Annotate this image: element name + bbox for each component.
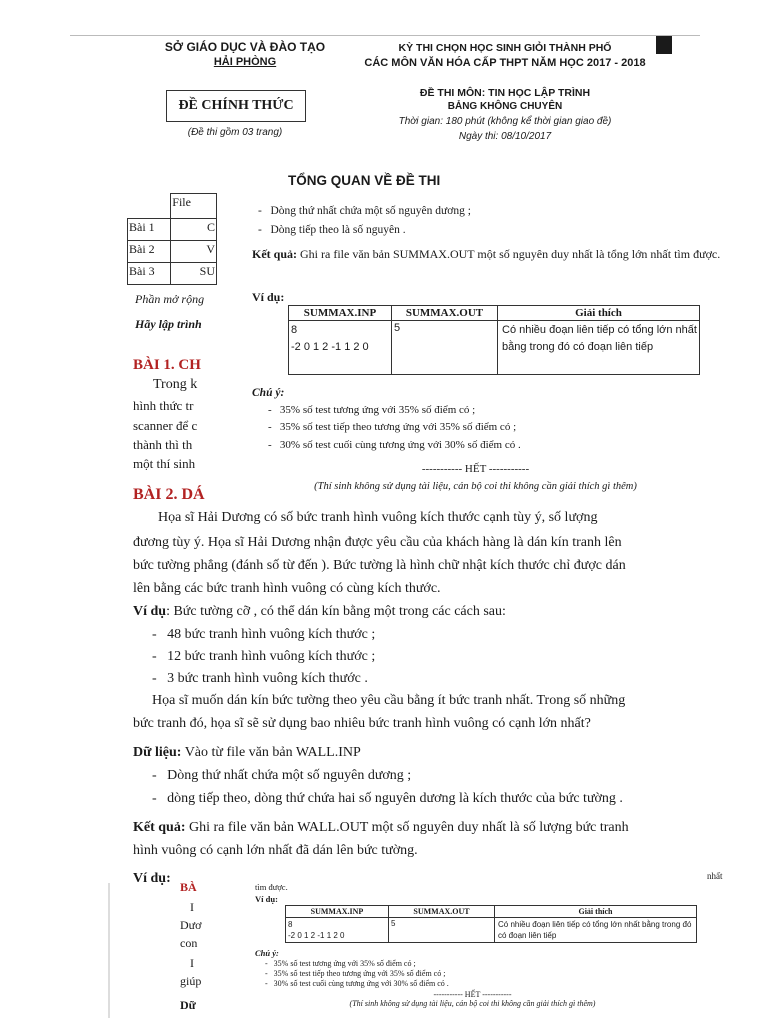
bai2-option-text: 48 bức tranh hình vuông kích thước ; xyxy=(167,627,376,642)
subject-line: ĐỀ THI MÔN: TIN HỌC LẬP TRÌNH xyxy=(419,87,591,99)
bottom-left-l1: BÀ xyxy=(180,880,197,894)
overlay-result xyxy=(252,246,730,263)
document-corner-icon xyxy=(656,36,672,54)
bai2-result xyxy=(133,820,629,836)
mini-note: - 35% số test tiếp theo tương ứng với 35% số điểm có ; xyxy=(265,969,446,978)
bottom-left-l7: Dữ xyxy=(180,998,196,1012)
mini-example-label: Ví dụ: xyxy=(255,894,278,904)
board-line: BẢNG KHÔNG CHUYÊN xyxy=(447,101,563,112)
mini-out-cell: 5 xyxy=(389,918,495,943)
bai2-option-text: 3 bức tranh hình vuông kích thước . xyxy=(167,671,368,686)
overlay-note: - 30% số test cuối cùng tương ứng với 30% số điểm có . xyxy=(268,439,521,451)
bg-file-table xyxy=(127,193,217,285)
bai2-question-2: bức tranh đó, họa sĩ sẽ sử dụng bao nhiêu bức tranh hình vuông có cạnh lớn nhất? xyxy=(133,716,591,731)
time-line: Thời gian: 180 phút (không kể thời gian giao đề) xyxy=(398,116,612,127)
overlay-bullet-text: Dòng thứ nhất chứa một số nguyên dương ; xyxy=(270,205,471,217)
mini-inp-line2: -2 0 1 2 -1 1 2 0 xyxy=(288,931,345,940)
overlay-bullet: - Dòng tiếp theo là số nguyên . xyxy=(258,224,406,236)
bai2-input-bullet-text: Dòng thứ nhất chứa một số nguyên dương ; xyxy=(167,768,412,783)
bg-bai1-title: BÀI 1. CH xyxy=(133,357,201,373)
mini-note-text: 30% số test cuối cùng tương ứng với 30% số điểm có . xyxy=(273,979,449,988)
date-line: Ngày thi: 08/10/2017 xyxy=(458,131,552,142)
bottom-left-l3: Dươ xyxy=(180,918,202,932)
mini-table-header: SUMMAX.INP xyxy=(286,906,389,918)
mini-table-header: SUMMAX.OUT xyxy=(389,906,495,918)
bottom-left-l5: I xyxy=(190,956,194,970)
bg-p1: Trong k xyxy=(153,377,198,392)
bg-p5: một thí sinh xyxy=(133,456,196,471)
bg-p2: hình thức tr xyxy=(133,398,194,413)
bai2-input-text: Vào từ file văn bản WALL.INP xyxy=(181,745,361,760)
mini-top: tìm được. xyxy=(255,882,288,892)
mini-explain-cell: Có nhiều đoạn liên tiếp có tổng lớn nhất bằng trong đó có đoạn liên tiếp xyxy=(495,918,697,943)
bottom-left-l4: con xyxy=(180,936,198,950)
bai2-result-line2: hình vuông có cạnh lớn nhất đã dán lên bức tường. xyxy=(133,843,418,858)
bg-file-header: File xyxy=(171,194,217,219)
bg-row-frag: V xyxy=(171,241,217,263)
summax-input-cell xyxy=(289,321,392,375)
mini-note-text: 35% số test tương ứng với 35% số điểm có ; xyxy=(273,959,416,968)
bottom-left-l6: giúp xyxy=(180,974,202,988)
header-dept: SỞ GIÁO DỤC VÀ ĐÀO TẠO xyxy=(164,40,326,54)
summax-table-header: Giải thích xyxy=(498,306,700,321)
overlay-note-text: 35% số test tương ứng với 35% số điểm có ; xyxy=(279,404,476,416)
mini-table xyxy=(285,905,697,943)
mini-note-label: Chú ý: xyxy=(255,948,279,958)
bg-p3: scanner để c xyxy=(133,418,198,433)
mini-overlay xyxy=(240,880,705,1010)
bai2-example2-label: Ví dụ: xyxy=(133,871,171,886)
bai2-option: - 3 bức tranh hình vuông kích thước . xyxy=(152,671,368,686)
bai2-input-bullet: - dòng tiếp theo, dòng thứ chứa hai số nguyên dương là kích thước của bức tường . xyxy=(152,791,623,806)
mini-table-header: Giải thích xyxy=(495,906,697,918)
header-city: HẢI PHÒNG xyxy=(213,56,277,68)
mini-note-text: 35% số test tiếp theo tương ứng với 35% số điểm có ; xyxy=(273,969,446,978)
summax-inp-line1: 8 xyxy=(291,324,298,336)
bai2-p4: lên bằng các bức tranh hình vuông có cùng kích thước. xyxy=(133,581,441,596)
overlay-bullet: - Dòng thứ nhất chứa một số nguyên dương ; xyxy=(258,205,471,217)
overlay-bullet-text: Dòng tiếp theo là số nguyên . xyxy=(270,224,406,236)
bg-bai2-title: BÀI 2. DÁ xyxy=(133,486,205,503)
overlay-result-text: Ghi ra file văn bản SUMMAX.OUT một số nguyên duy nhất là tổng lớn nhất tìm được. xyxy=(297,247,721,261)
overlay-result-label: Kết quả: xyxy=(252,247,297,261)
bai2-p3: bức tường phẳng (đánh số từ đến ). Bức tường là hình chữ nhật kích thước chỉ được dán xyxy=(133,558,626,573)
mini-note: - 30% số test cuối cùng tương ứng với 30% số điểm có . xyxy=(265,979,449,988)
bai2-example-text: : Bức tường cỡ , có thể dán kín bằng một trong các cách sau: xyxy=(166,604,506,619)
bai2-p1: Họa sĩ Hải Dương có số bức tranh hình vuông kích thước cạnh tùy ý, số lượng xyxy=(158,510,598,525)
summax-table-header: SUMMAX.INP xyxy=(289,306,392,321)
bg-p4: thành thì th xyxy=(133,437,193,452)
overlay-note: - 35% số test tương ứng với 35% số điểm có ; xyxy=(268,404,476,416)
official-box: ĐỀ CHÍNH THỨC xyxy=(166,90,306,122)
overlay-note-text: 35% số test tiếp theo tương ứng với 35% số điểm có ; xyxy=(279,421,517,433)
bai2-p2: đương tùy ý. Họa sĩ Hải Dương nhận được yêu cầu của khách hàng là dán kín tranh lên xyxy=(133,535,622,550)
overlay-note-label: Chú ý: xyxy=(252,387,285,399)
bg-row-frag: SU xyxy=(171,263,217,285)
bg-row-label: Bài 3 xyxy=(128,263,171,285)
overview-title: TỔNG QUAN VỀ ĐỀ THI xyxy=(288,173,441,188)
bg-prog-note: Hãy lập trình xyxy=(135,317,202,331)
bai2-input-bullet-text: dòng tiếp theo, dòng thứ chứa hai số nguyên dương là kích thước của bức tường . xyxy=(167,791,623,806)
top-rule xyxy=(70,35,700,36)
bai2-option-text: 12 bức tranh hình vuông kích thước ; xyxy=(167,649,376,664)
pages-note: (Đề thi gồm 03 trang) xyxy=(187,127,283,138)
bai2-result-label: Kết quả: xyxy=(133,820,186,835)
bg-ext-note: Phần mở rộng xyxy=(135,292,205,306)
bai2-example xyxy=(133,604,506,620)
bai2-question-1: Họa sĩ muốn dán kín bức tường theo yêu cầu bằng ít bức tranh nhất. Trong số những xyxy=(152,693,626,708)
summax-table xyxy=(288,305,700,375)
header-exam-line2: CÁC MÔN VĂN HÓA CẤP THPT NĂM HỌC 2017 - 2018 xyxy=(364,57,646,69)
mini-note: - 35% số test tương ứng với 35% số điểm có ; xyxy=(265,959,416,968)
bottom-left-rule xyxy=(108,883,110,1018)
overlay-footer-note: (Thí sinh không sử dụng tài liệu, cán bộ coi thi không cần giải thích gì thêm) xyxy=(314,481,637,492)
bai2-result-text: Ghi ra file văn bản WALL.OUT một số nguyên duy nhất là số lượng bức tranh xyxy=(185,820,629,835)
summax-out-cell: 5 xyxy=(392,321,498,375)
overlay-note-text: 30% số test cuối cùng tương ứng với 30% số điểm có . xyxy=(279,439,521,451)
bg-row-frag: C xyxy=(171,219,217,241)
summax-explain-cell: Có nhiều đoạn liên tiếp có tổng lớn nhất bằng trong đó có đoạn liên tiếp xyxy=(498,321,700,375)
mini-footer: (Thí sinh không sử dụng tài liệu, cán bộ coi thi không cần giải thích gì thêm) xyxy=(349,999,596,1008)
mini-input-cell xyxy=(286,918,389,943)
bai2-example-label: Ví dụ xyxy=(133,604,167,619)
bai2-input-bullet: - Dòng thứ nhất chứa một số nguyên dương ; xyxy=(152,768,412,783)
bai2-option: - 48 bức tranh hình vuông kích thước ; xyxy=(152,627,376,642)
overlay-example-label: Ví dụ: xyxy=(252,290,285,304)
bg-row-label: Bài 2 xyxy=(128,241,171,263)
summax-table-header: SUMMAX.OUT xyxy=(392,306,498,321)
header-exam-line1: KỲ THI CHỌN HỌC SINH GIỎI THÀNH PHỐ xyxy=(398,42,612,54)
bai2-input-label: Dữ liệu: xyxy=(133,745,182,760)
mini-inp-line1: 8 xyxy=(288,920,293,929)
summax-inp-line2: -2 0 1 2 -1 1 2 0 xyxy=(291,341,369,353)
bg-row-label: Bài 1 xyxy=(128,219,171,241)
summax-overlay xyxy=(218,193,733,498)
overlay-note: - 35% số test tiếp theo tương ứng với 35% số điểm có ; xyxy=(268,421,517,433)
overlay-end: ----------- HẾT ----------- xyxy=(421,463,530,475)
mini-end: ----------- HẾT ----------- xyxy=(433,990,512,999)
bai2-option: - 12 bức tranh hình vuông kích thước ; xyxy=(152,649,376,664)
bai2-input xyxy=(133,745,361,761)
right-fragment: nhất xyxy=(707,871,723,881)
bottom-left-l2: I xyxy=(190,900,194,914)
